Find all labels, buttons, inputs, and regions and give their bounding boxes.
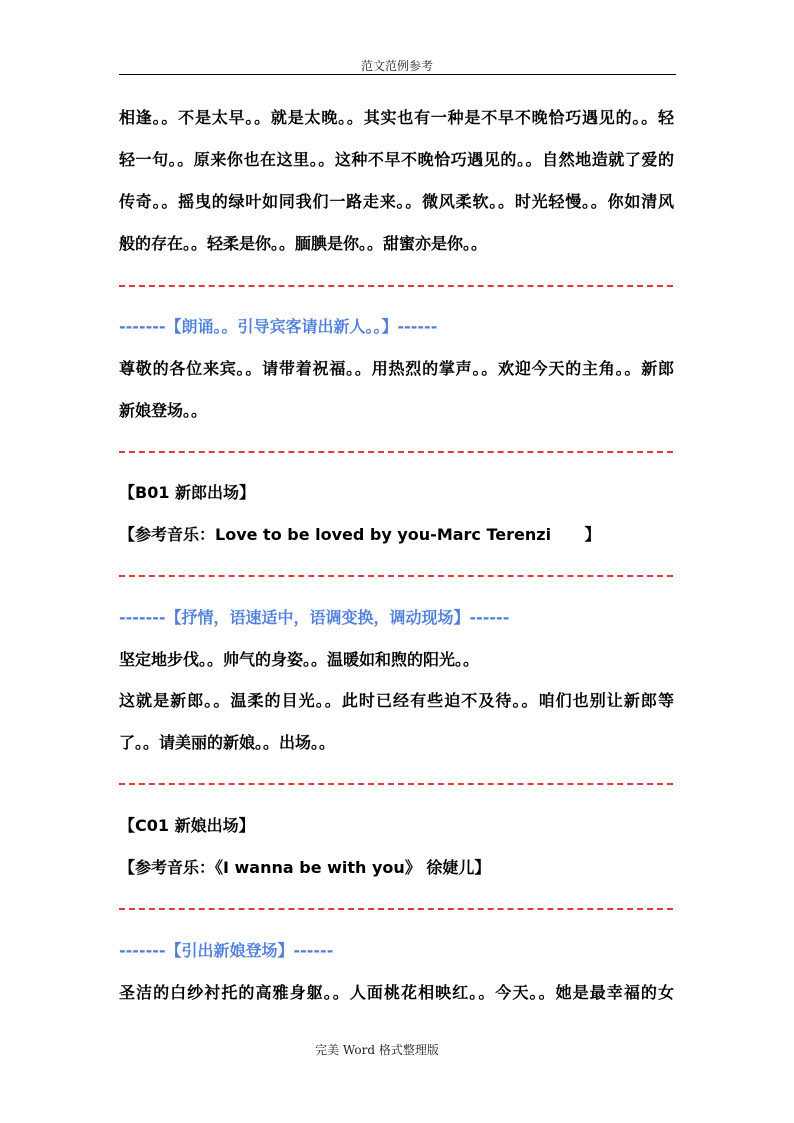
stage-cue: -------【抒情，语速适中，语调变换，调动现场】------ bbox=[119, 608, 510, 627]
body-line: 这就是新郎。。温柔的目光。。此时已经有些迫不及待。。咱们也别让新郎等 bbox=[119, 691, 674, 710]
section-divider bbox=[119, 285, 673, 287]
body-line: 了。。请美丽的新娘。。出场。。 bbox=[119, 733, 336, 752]
page-footer: 完美 Word 格式整理版 bbox=[315, 1043, 439, 1057]
section-heading: 【C01 新娘出场】 bbox=[119, 816, 255, 835]
stage-cue: -------【引出新娘登场】------ bbox=[119, 941, 334, 960]
page-header: 范文范例参考 bbox=[360, 59, 433, 73]
body-line: 新娘登场。。 bbox=[119, 401, 208, 420]
stage-cue: -------【朗诵。。引导宾客请出新人。。】------ bbox=[119, 317, 438, 336]
section-divider bbox=[119, 908, 673, 910]
section-divider bbox=[119, 451, 673, 453]
body-line: 相逢。。不是太早。。就是太晚。。其实也有一种是不早不晚恰巧遇见的。。轻 bbox=[119, 108, 674, 127]
section-divider bbox=[119, 575, 673, 577]
body-line: 轻一句。。原来你也在这里。。这种不早不晚恰巧遇见的。。自然地造就了爱的 bbox=[119, 150, 674, 169]
header-rule bbox=[119, 74, 676, 75]
music-reference: 【参考音乐：Love to be loved by you-Marc Terenzi 】 bbox=[119, 525, 601, 544]
body-line: 尊敬的各位来宾。。请带着祝福。。用热烈的掌声。。欢迎今天的主角。。新郎 bbox=[119, 359, 674, 378]
section-heading: 【B01 新郎出场】 bbox=[119, 483, 256, 502]
section-divider bbox=[119, 783, 673, 785]
music-reference: 【参考音乐：《I wanna be with you》 徐婕儿】 bbox=[119, 858, 491, 877]
body-line: 圣洁的白纱衬托的高雅身躯。。人面桃花相映红。。今天。。她是最幸福的女 bbox=[119, 983, 674, 1002]
body-line: 坚定地步伐。。帅气的身姿。。温暖如和煦的阳光。。 bbox=[119, 650, 480, 669]
body-line: 般的存在。。轻柔是你。。腼腆是你。。甜蜜亦是你。。 bbox=[119, 234, 488, 253]
body-line: 传奇。。摇曳的绿叶如同我们一路走来。。微风柔软。。时光轻慢。。你如清风 bbox=[119, 192, 674, 211]
